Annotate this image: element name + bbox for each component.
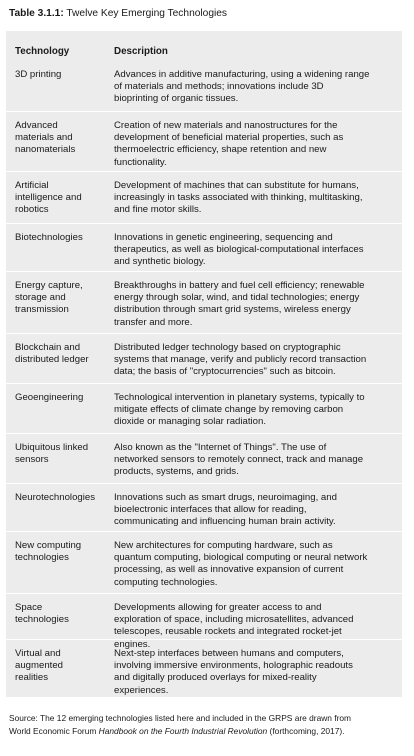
cell-line: quantum computing, biological computing or neural network	[114, 552, 368, 564]
source-line-1: Source: The 12 emerging technologies listed here and included in the GRPS are drawn from	[9, 713, 352, 723]
cell-line: nanomaterials	[15, 144, 76, 156]
table-row	[6, 483, 402, 532]
cell-line: intelligence and	[15, 192, 82, 204]
technology-cell	[15, 492, 107, 504]
cell-line: products, systems, and grids.	[114, 466, 239, 478]
table-row	[6, 333, 402, 384]
cell-line: Neurotechnologies	[15, 492, 96, 503]
cell-line: sensors	[15, 454, 49, 466]
technology-cell	[15, 602, 107, 626]
cell-line: transfer and more.	[114, 316, 193, 328]
cell-line: Advanced	[15, 120, 58, 131]
cell-line: of materials and methods; innovations include 3D	[114, 81, 324, 93]
cell-line: Artificial	[15, 180, 49, 191]
table-row	[6, 433, 402, 484]
description-cell	[114, 180, 398, 217]
cell-line: bioprinting of organic tissues.	[114, 93, 239, 105]
technology-cell	[15, 342, 107, 366]
description-cell	[114, 280, 398, 329]
technology-cell	[15, 232, 107, 244]
cell-line: bioelectronic interfaces that allow for reading,	[114, 504, 307, 516]
technology-cell	[15, 120, 107, 157]
cell-line: dioxide or managing solar radiation.	[114, 416, 266, 428]
cell-line: exploration of space, including microsatellites, advanced	[114, 614, 354, 626]
technology-cell	[15, 392, 107, 404]
cell-line: realities	[15, 672, 49, 684]
cell-line: networked sensors to remotely connect, track and manage	[114, 454, 364, 466]
cell-line: Ubiquitous linked	[15, 442, 89, 453]
cell-line: technologies	[15, 552, 69, 564]
cell-line: Next-step interfaces between humans and computers,	[114, 648, 344, 659]
table-caption-label: Table 3.1.1:	[9, 8, 64, 19]
cell-line: Developments allowing for greater access to and	[114, 602, 322, 613]
cell-line: communicating and influencing human brain activity.	[114, 516, 336, 528]
source-handbook-title: Handbook on the Fourth Industrial Revolution	[98, 725, 268, 736]
description-cell	[114, 442, 398, 479]
cell-line: Biotechnologies	[15, 232, 83, 243]
cell-line: processing, as well as innovative expansion of current	[114, 564, 344, 576]
cell-line: Distributed ledger technology based on cryptographic	[114, 342, 341, 353]
source-note	[9, 712, 409, 737]
cell-line: experiences.	[114, 684, 169, 696]
technology-cell	[15, 442, 107, 466]
cell-line: therapeutics, as well as biological-computational interfaces	[114, 244, 364, 256]
cell-line: and fine motor skills.	[114, 204, 202, 216]
source-prefix: World Economic Forum	[9, 725, 99, 736]
table-row	[6, 531, 402, 594]
cell-line: technologies	[15, 614, 69, 626]
cell-line: Innovations in genetic engineering, sequencing and	[114, 232, 333, 243]
cell-line: Innovations such as smart drugs, neuroimaging, and	[114, 492, 337, 503]
cell-line: distributed ledger	[15, 354, 89, 366]
cell-line: systems that manage, verify and publicly record transaction	[114, 354, 367, 366]
cell-line: materials and	[15, 132, 73, 144]
cell-line: Geoengineering	[15, 392, 84, 403]
description-cell	[114, 540, 398, 589]
description-cell	[114, 492, 398, 529]
cell-line: Energy capture,	[15, 280, 83, 291]
table-header	[6, 31, 402, 61]
cell-line: transmission	[15, 304, 69, 316]
cell-line: involving immersive environments, holographic readouts	[114, 660, 353, 672]
table-row	[6, 111, 402, 172]
description-cell	[114, 69, 398, 106]
cell-line: development of beneficial material properties, such as	[114, 132, 344, 144]
header-description: Description	[114, 46, 168, 57]
source-line-2	[9, 725, 409, 738]
table-caption-title: Twelve Key Emerging Technologies	[63, 8, 228, 19]
cell-line: augmented	[15, 660, 64, 672]
cell-line: 3D printing	[15, 69, 62, 80]
source-suffix: (forthcoming, 2017).	[267, 725, 345, 736]
technology-cell	[15, 648, 107, 685]
technology-cell	[15, 69, 107, 81]
technology-cell	[15, 180, 107, 217]
cell-line: Virtual and	[15, 648, 61, 659]
table-caption	[9, 7, 227, 20]
table-row	[6, 223, 402, 272]
table-row	[6, 383, 402, 434]
cell-line: functionality.	[114, 156, 167, 168]
description-cell	[114, 392, 398, 429]
cell-line: Space	[15, 602, 43, 613]
cell-line: New computing	[15, 540, 82, 551]
cell-line: Also known as the "Internet of Things". The use of	[114, 442, 327, 453]
technologies-table	[6, 31, 402, 697]
cell-line: engines.	[114, 638, 151, 650]
cell-line: Technological intervention in planetary systems, typically to	[114, 392, 365, 403]
cell-line: Development of machines that can substitute for humans,	[114, 180, 359, 191]
cell-line: storage and	[15, 292, 66, 304]
cell-line: Blockchain and	[15, 342, 81, 353]
description-cell	[114, 232, 398, 269]
cell-line: Breakthroughs in battery and fuel cell efficiency; renewable	[114, 280, 365, 291]
cell-line: computing technologies.	[114, 576, 218, 588]
cell-line: robotics	[15, 204, 49, 216]
cell-line: and synthetic biology.	[114, 256, 206, 268]
cell-line: telescopes, reusable rockets and integrated rocket-jet	[114, 626, 342, 638]
cell-line: mitigate effects of climate change by removing carbon	[114, 404, 344, 416]
cell-line: Creation of new materials and nanostructures for the	[114, 120, 338, 131]
table-row	[6, 639, 402, 698]
cell-line: thermoelectric efficiency, shape retention and new	[114, 144, 327, 156]
technology-cell	[15, 280, 107, 317]
cell-line: increasingly in tasks associated with thinking, multitasking,	[114, 192, 363, 204]
cell-line: data; the basis of "cryptocurrencies" such as bitcoin.	[114, 366, 336, 378]
cell-line: distribution through smart grid systems, wireless energy	[114, 304, 351, 316]
header-technology: Technology	[15, 46, 70, 57]
cell-line: New architectures for computing hardware, such as	[114, 540, 333, 551]
description-cell	[114, 648, 398, 697]
cell-line: energy through solar, wind, and tidal technologies; energy	[114, 292, 360, 304]
cell-line: Advances in additive manufacturing, using a widening range	[114, 69, 370, 80]
technology-cell	[15, 540, 107, 564]
description-cell	[114, 342, 398, 379]
cell-line: and digitally produced overlays for mixed-reality	[114, 672, 317, 684]
table-row	[6, 171, 402, 224]
description-cell	[114, 120, 398, 169]
table-row	[6, 271, 402, 334]
table-row	[6, 61, 402, 111]
